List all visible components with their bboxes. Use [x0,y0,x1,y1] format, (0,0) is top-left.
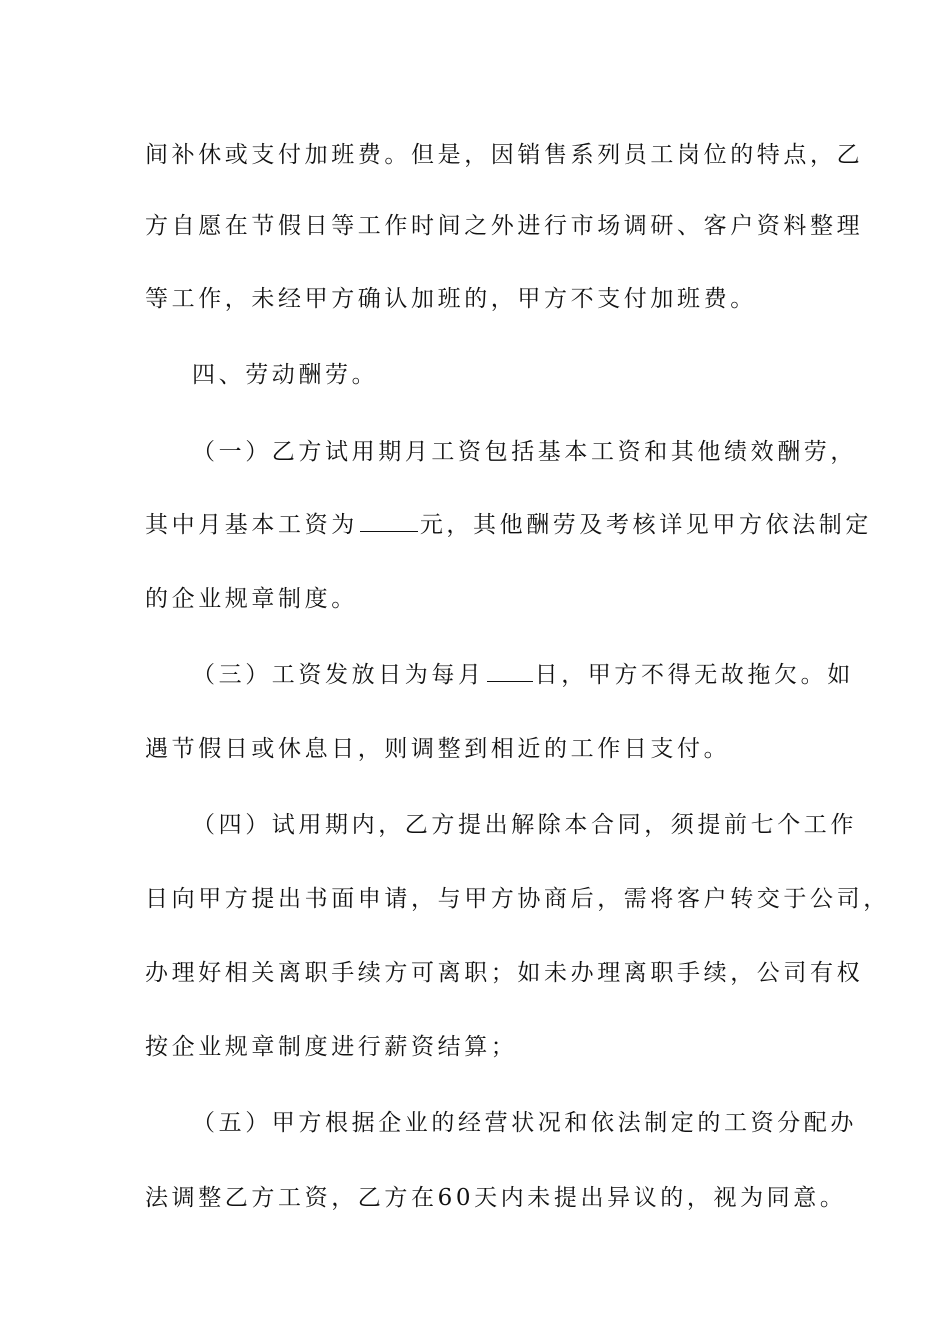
paragraph-line [145,510,873,540]
paragraph-line: （四）试用期内，乙方提出解除本合同，须提前七个工作 [192,812,857,838]
paragraph-line: 办理好相关离职手续方可离职；如未办理离职手续，公司有权 [145,960,864,986]
paragraph-line [192,660,872,690]
text-segment: 其中月基本工资为 [145,512,358,538]
paragraph-line: 日向甲方提出书面申请，与甲方协商后，需将客户转交于公司， [145,886,890,912]
text-segment: 日，甲方不得无故拖欠。如 [534,662,854,688]
paragraph-line: （一）乙方试用期月工资包括基本工资和其他绩效酬劳， [192,439,857,465]
fill-in-blank [360,511,418,532]
paragraph-line: 等工作，未经甲方确认加班的，甲方不支付加班费。 [145,286,757,312]
paragraph-line: 按企业规章制度进行薪资结算； [145,1034,518,1060]
paragraph-line: 的企业规章制度。 [145,586,358,612]
paragraph-line: 遇节假日或休息日，则调整到相近的工作日支付。 [145,736,731,762]
paragraph-line: 间补休或支付加班费。但是，因销售系列员工岗位的特点，乙 [145,142,864,168]
section-heading: 四、劳动酬劳。 [192,362,379,388]
paragraph-line: （五）甲方根据企业的经营状况和依法制定的工资分配办 [192,1110,857,1136]
fill-in-blank [487,661,533,682]
text-segment: （三）工资发放日为每月 [192,662,485,688]
text-segment: 元，其他酬劳及考核详见甲方依法制定 [419,512,873,538]
paragraph-line: 法调整乙方工资，乙方在60天内未提出异议的，视为同意。 [145,1185,847,1211]
paragraph-line: 方自愿在节假日等工作时间之外进行市场调研、客户资料整理 [145,213,864,239]
